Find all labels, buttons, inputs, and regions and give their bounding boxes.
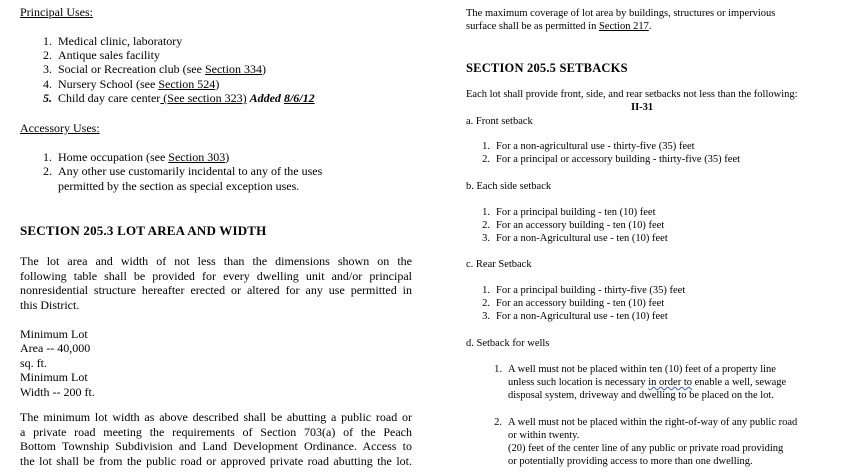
list-item-continuation: disposal system, driveway and dwelling to be placed on the lot. [508,390,774,401]
grammar-flag: in order to [648,377,693,388]
paragraph-line: a private road meeting the requirements of Section 703(a) of the Peach [20,425,412,439]
list-item: 1. For a principal building - thirty-five (35) feet [482,285,686,296]
section-303-link[interactable]: Section 303 [168,150,226,164]
added-note: Added [249,91,284,105]
page-number: II-31 [631,102,654,113]
list-item: 2. For an accessory building - ten (10) feet [482,298,665,309]
section-205-3-title: SECTION 205.3 LOT AREA AND WIDTH [20,223,267,238]
list-item: 1. Home occupation (see Section 303) [43,150,230,164]
list-item: 3. For a non-Agricultural use - ten (10) feet [482,233,668,244]
wells-setback-label: d. Setback for wells [466,338,550,349]
setbacks-intro: Each lot shall provide front, side, and rear setbacks not less than the following: [466,89,798,100]
list-item-continuation: unless such location is necessary in order to enable a well, sewage [508,377,787,388]
table-line: sq. ft. [20,356,47,370]
section-334-link[interactable]: Section 334 [204,62,262,76]
paragraph-line: The minimum lot width as above described shall be abutting a public road or [20,410,412,424]
list-item: 1. For a non-agricultural use - thirty-five (35) feet [482,141,695,152]
coverage-line: The maximum coverage of lot area by buildings, structures or impervious [466,8,776,19]
paragraph-line: the lot shall be from the public road or approved private road abutting the lot. [20,454,412,468]
table-line: Area -- 40,000 [20,341,91,355]
list-item: 2. A well must not be placed within the right-of-way of any public road [494,417,798,428]
accessory-uses-heading: Accessory Uses: [20,121,100,135]
list-item: 4. Nursery School (see Section 524) [43,77,220,91]
list-item: 3. Social or Recreation club (see Section 334) [43,62,266,76]
list-item: 2. For an accessory building - ten (10) feet [482,220,665,231]
section-205-5-title: SECTION 205.5 SETBACKS [466,61,628,75]
list-item: 1. A well must not be placed within ten (10) feet of a property line [494,364,776,375]
paragraph-line: following table shall be provided for every dwelling unit and/or principal [20,269,412,283]
list-item: 3. For a non-Agricultural use - ten (10) feet [482,311,668,322]
rear-setback-label: c. Rear Setback [466,259,532,270]
table-line: Width -- 200 ft. [20,385,95,399]
list-item: 2. Antique sales facility [43,48,160,62]
section-524-link[interactable]: Section 524 [158,77,216,91]
list-item-continuation: or within twenty. [508,430,580,441]
paragraph-line: this District. [20,298,80,312]
list-item: 1. Medical clinic, laboratory [43,34,183,48]
paragraph-line: nonresidential structure hereafter erected or altered for any use permitted in [20,283,412,297]
added-date: 8/6/12 [283,91,315,105]
list-item: 5. Child day care center (See section 323) Added 8/6/12 [43,91,315,105]
paragraph-line: Bottom Township Subdivision and Land Development Ordinance. Access to [20,439,412,453]
list-item-continuation: (20) feet of the center line of any public or private road providing [508,443,784,454]
coverage-line: surface shall be as permitted in Section 217. [466,21,652,32]
list-item: 2. For a principal or accessory building - thirty-five (35) feet [482,154,741,165]
front-setback-label: a. Front setback [466,116,533,127]
paragraph-line: The lot area and width of not less than the dimensions shown on the [20,254,412,268]
list-item-continuation: permitted by the section as special exception uses. [58,179,300,193]
principal-uses-heading: Principal Uses: [20,5,93,19]
side-setback-label: b. Each side setback [466,181,552,192]
table-line: Minimum Lot [20,327,88,341]
list-item-continuation: or potentially providing access to more than one dwelling. [508,456,753,467]
list-item: 2. Any other use customarily incidental to any of the uses [43,164,323,178]
section-323-link[interactable]: (See section 323) [160,91,247,105]
list-item: 1. For a principal building - ten (10) feet [482,207,656,218]
table-line: Minimum Lot [20,370,88,384]
section-217-link[interactable]: Section 217 [598,21,649,32]
